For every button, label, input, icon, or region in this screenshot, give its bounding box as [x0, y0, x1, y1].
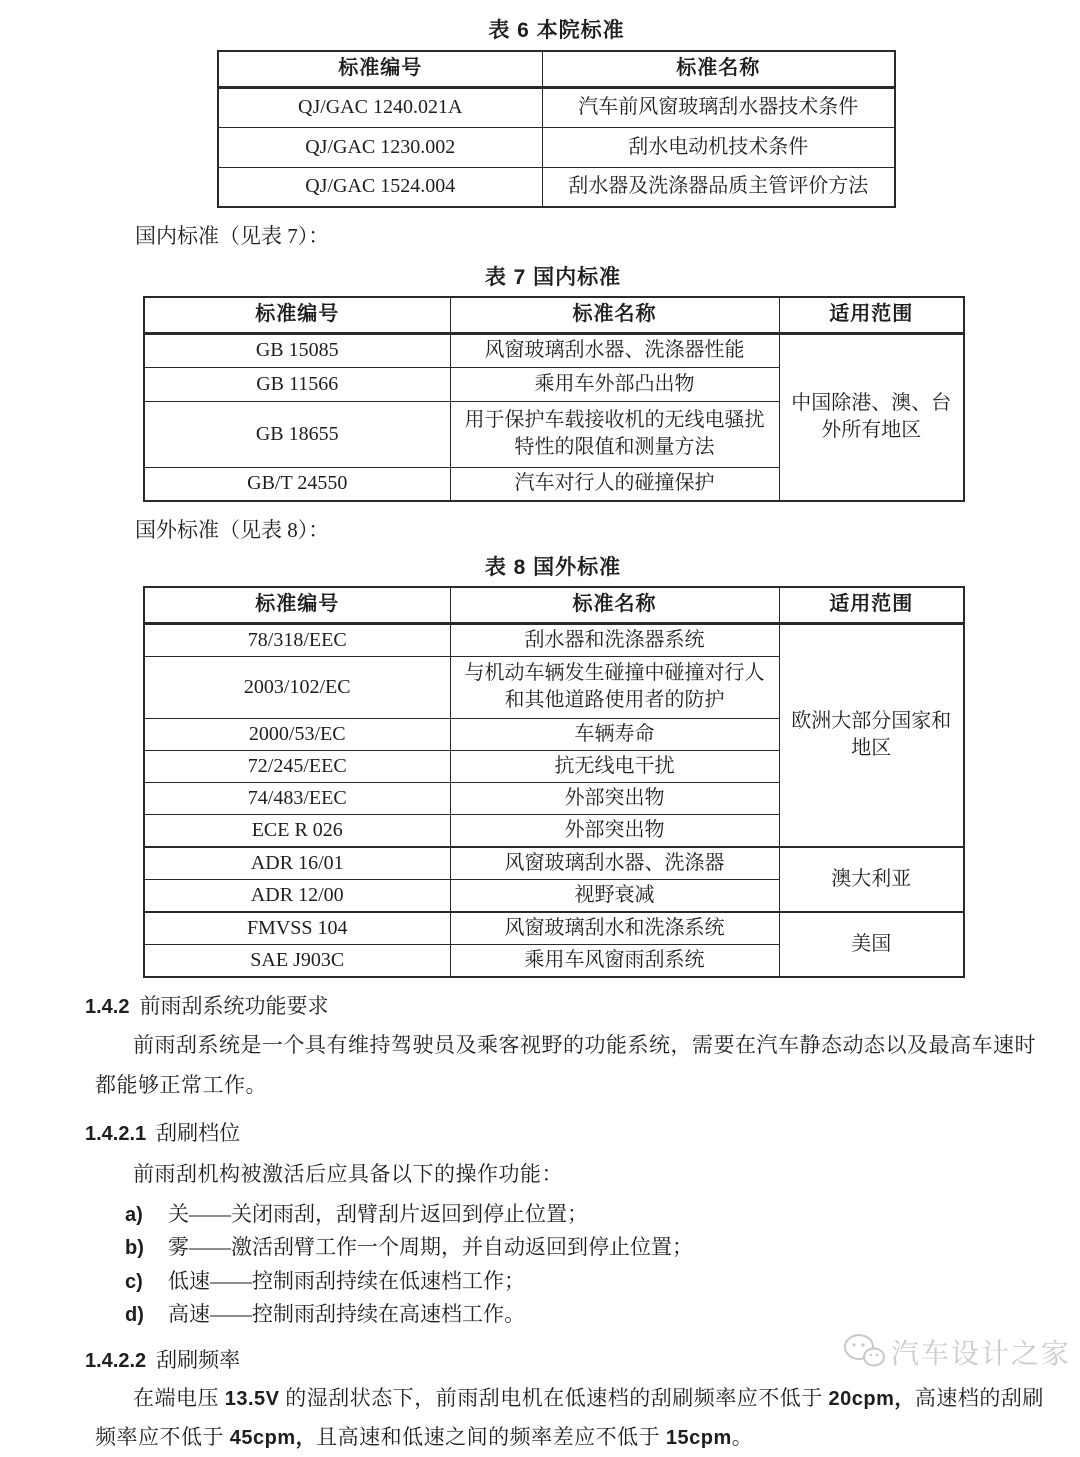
std-name-cell: 乘用车风窗雨刮系统 [450, 944, 779, 977]
table-row [218, 87, 895, 127]
std-code-cell: 74/483/EEC [144, 782, 450, 814]
list-text: 高速——控制雨刮持续在高速档工作。 [168, 1302, 525, 1326]
std-name-cell: 与机动车辆发生碰撞中碰撞对行人和其他道路使用者的防护 [450, 656, 779, 718]
std-code-cell: QJ/GAC 1524.004 [218, 167, 542, 207]
std-name-cell: 视野衰减 [450, 879, 779, 912]
section-title: 前雨刮系统功能要求 [139, 993, 329, 1018]
table-row [218, 127, 895, 167]
foreign-standards-note: 国外标准（见表 8）： [135, 518, 330, 542]
std-name-cell: 乘用车外部凸出物 [450, 367, 779, 401]
frequency-paragraph [95, 1379, 1060, 1457]
section-number: 1.4.2.2 [85, 1349, 147, 1372]
std-code-cell: 72/245/EEC [144, 750, 450, 782]
freq-text: 。 [731, 1424, 754, 1449]
std-code-cell: ECE R 026 [144, 814, 450, 847]
std-name-cell: 刮水器及洗涤器品质主管评价方法 [542, 167, 895, 207]
domestic-standards-note: 国内标准（见表 7）： [135, 224, 330, 248]
std-code-cell: 2000/53/EC [144, 718, 450, 750]
low-speed-cpm-value: 20cpm， [828, 1387, 915, 1410]
scope-cell-australia: 澳大利亚 [779, 847, 964, 912]
voltage-value: 13.5V [224, 1387, 280, 1410]
table7-caption: 表 7 国内标准 [484, 266, 622, 289]
table8 [143, 586, 965, 978]
std-code-cell: SAE J903C [144, 944, 450, 977]
std-name-cell: 刮水器和洗涤器系统 [450, 623, 779, 656]
std-name-cell: 风窗玻璃刮水器、洗涤器 [450, 847, 779, 880]
std-code-cell: GB/T 24550 [144, 467, 450, 501]
section-title: 刮刷频率 [156, 1347, 241, 1372]
table-row [144, 847, 964, 880]
col-header-std-code: 标准编号 [144, 587, 450, 623]
std-name-cell: 刮水电动机技术条件 [542, 127, 895, 167]
std-name-cell: 外部突出物 [450, 782, 779, 814]
high-speed-cpm-value: 45cpm， [229, 1426, 317, 1449]
table-row [144, 333, 964, 367]
table-row [144, 623, 964, 656]
freq-text: 且高速和低速之间的频率差应不低于 [316, 1424, 666, 1449]
std-code-cell: GB 11566 [144, 367, 450, 401]
list-item [125, 1298, 1080, 1332]
col-header-std-name: 标准名称 [450, 587, 779, 623]
col-header-scope: 适用范围 [779, 297, 964, 333]
watermark-text: 汽车设计之家 [891, 1339, 1072, 1370]
freq-text: 的湿刮状态下，前雨刮电机在低速档的刮刷频率应不低于 [279, 1385, 829, 1410]
std-code-cell: ADR 16/01 [144, 847, 450, 880]
std-code-cell: QJ/GAC 1240.021A [218, 87, 542, 127]
list-item [125, 1265, 1080, 1299]
std-name-cell: 风窗玻璃刮水器、洗涤器性能 [450, 333, 779, 367]
document-page [0, 18, 1080, 1449]
list-letter: b) [125, 1237, 144, 1259]
table7-header-row [144, 297, 964, 333]
col-header-std-name: 标准名称 [542, 51, 895, 87]
table8-header-row [144, 587, 964, 623]
freq-text: 在端电压 [133, 1385, 225, 1410]
col-header-std-code: 标准编号 [218, 51, 542, 87]
std-name-cell: 抗无线电干扰 [450, 750, 779, 782]
col-header-scope: 适用范围 [779, 587, 964, 623]
freq-text: 高速档的刮刷频率应不低于 [95, 1385, 1044, 1449]
std-name-cell: 外部突出物 [450, 814, 779, 847]
section-title: 刮刷档位 [156, 1120, 241, 1145]
std-code-cell: GB 15085 [144, 333, 450, 367]
std-name-cell: 用于保护车载接收机的无线电骚扰特性的限值和测量方法 [450, 401, 779, 467]
table6 [217, 50, 896, 208]
col-header-std-code: 标准编号 [144, 297, 450, 333]
wiper-modes-intro: 前雨刮机构被激活后应具备以下的操作功能： [133, 1161, 563, 1186]
section-heading-1-4-2 [85, 992, 1080, 1021]
table8-caption: 表 8 国外标准 [484, 556, 622, 579]
std-code-cell: QJ/GAC 1230.002 [218, 127, 542, 167]
section-heading-1-4-2-2 [85, 1346, 1080, 1375]
section-1-4-2-paragraph: 前雨刮系统是一个具有维持驾驶员及乘客视野的功能系统，需要在汽车静态动态以及最高车速时都能够正常工作。 [95, 1032, 1036, 1097]
list-letter: c) [125, 1270, 143, 1293]
std-code-cell: 78/318/EEC [144, 623, 450, 656]
std-name-cell: 车辆寿命 [450, 718, 779, 750]
std-code-cell: GB 18655 [144, 401, 450, 467]
scope-cell-europe: 欧洲大部分国家和地区 [779, 623, 964, 847]
list-text: 低速——控制雨刮持续在低速档工作； [168, 1268, 525, 1293]
section-heading-1-4-2-1 [85, 1119, 1080, 1148]
wiper-modes-list [125, 1198, 1080, 1332]
section-number: 1.4.2.1 [85, 1122, 147, 1145]
list-text: 关——关闭雨刮，刮臂刮片返回到停止位置； [168, 1201, 588, 1226]
table6-caption: 表 6 本院标准 [488, 19, 625, 42]
list-text: 雾——激活刮臂工作一个周期，并自动返回到停止位置； [168, 1235, 693, 1259]
list-letter: a) [125, 1203, 143, 1226]
scope-cell-usa: 美国 [779, 912, 964, 977]
std-name-cell: 汽车前风窗玻璃刮水器技术条件 [542, 87, 895, 127]
table6-header-row [218, 51, 895, 87]
table7 [143, 296, 965, 502]
scope-cell-china: 中国除港、澳、台外所有地区 [779, 333, 964, 501]
col-header-std-name: 标准名称 [450, 297, 779, 333]
std-code-cell: ADR 12/00 [144, 879, 450, 912]
table-row [144, 912, 964, 945]
list-item [125, 1198, 1080, 1232]
std-code-cell: FMVSS 104 [144, 912, 450, 945]
cpm-difference-value: 15cpm [665, 1426, 732, 1449]
table-row [218, 167, 895, 207]
std-name-cell: 风窗玻璃刮水和洗涤系统 [450, 912, 779, 945]
section-number: 1.4.2 [85, 995, 130, 1018]
std-name-cell: 汽车对行人的碰撞保护 [450, 467, 779, 501]
list-item [125, 1231, 1080, 1265]
std-code-cell: 2003/102/EC [144, 656, 450, 718]
list-letter: d) [125, 1304, 144, 1326]
